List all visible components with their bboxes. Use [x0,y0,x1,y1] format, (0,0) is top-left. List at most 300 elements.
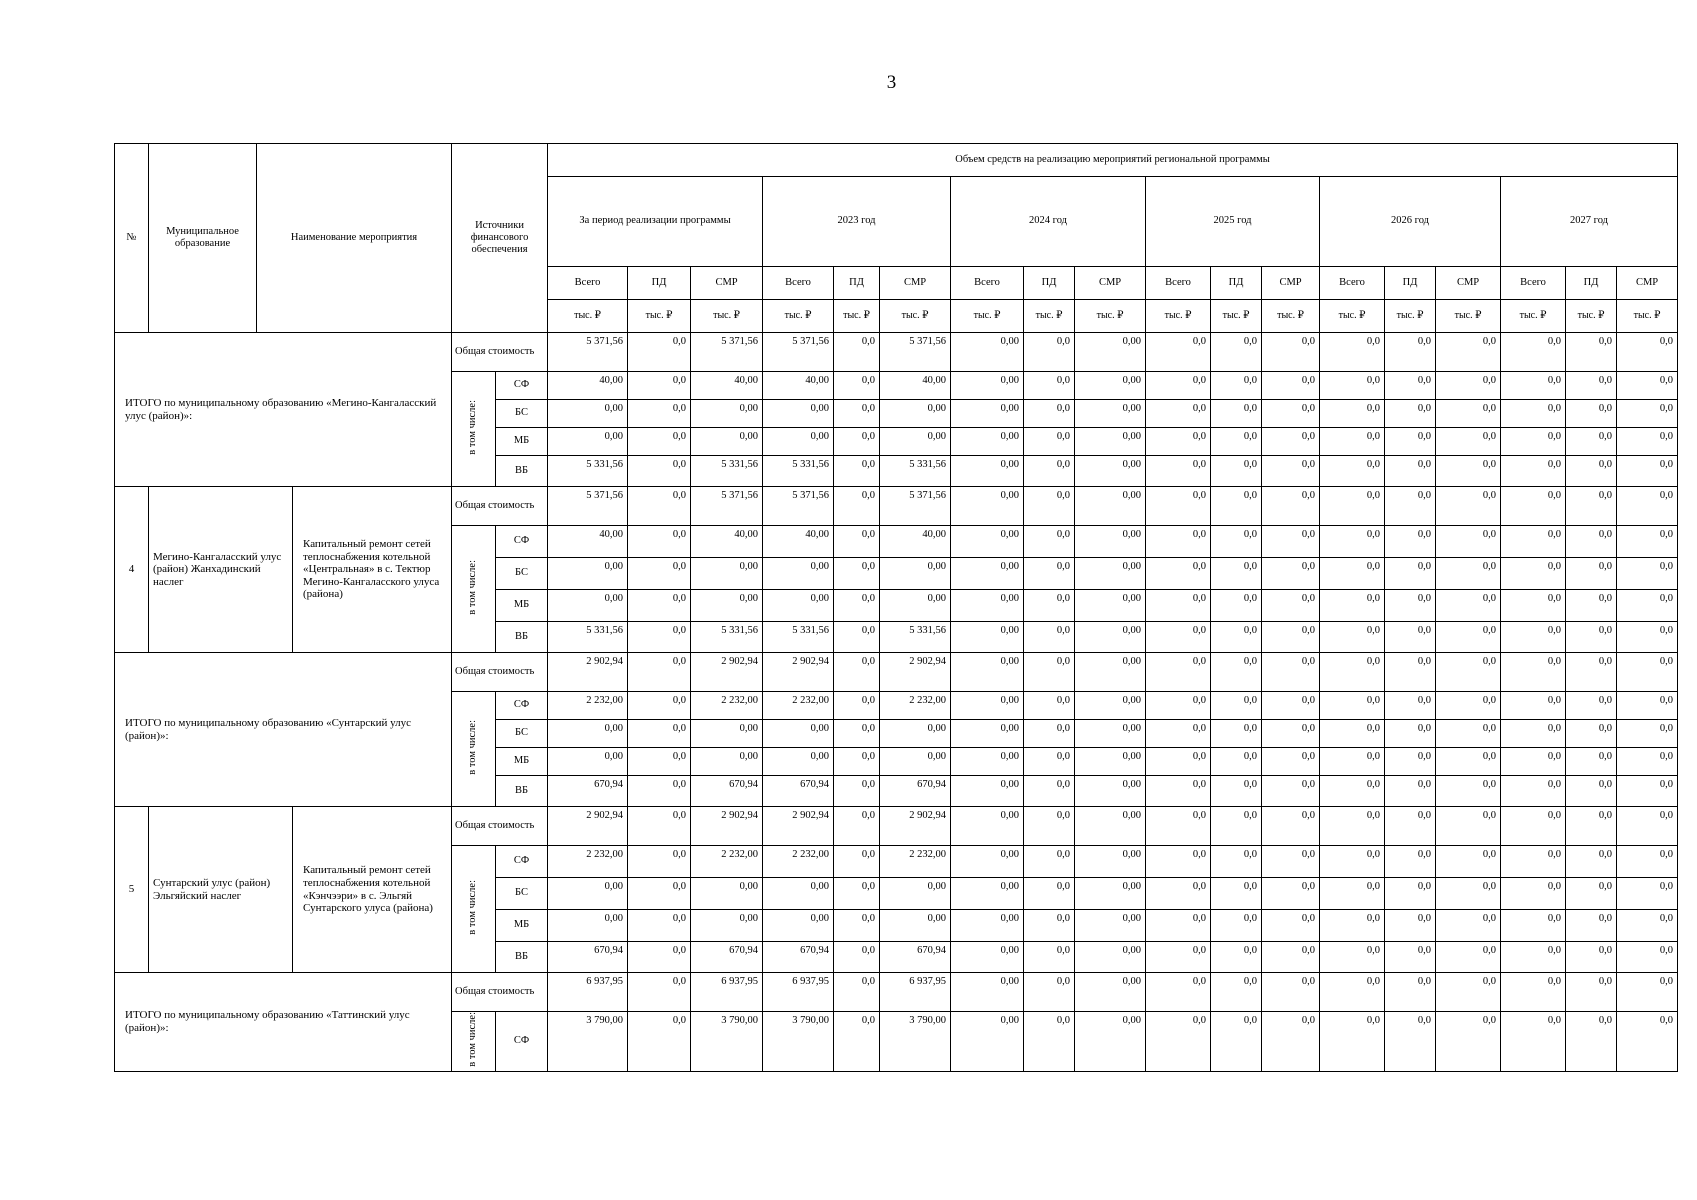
value-cell: 0,0 [1501,456,1566,487]
value-cell: 0,00 [951,910,1024,942]
subheader-2026-pd: ПД [1385,267,1436,300]
value-cell: 0,0 [1566,590,1617,622]
value-cell: 0,00 [691,878,763,910]
period-header-2027: 2027 год [1501,177,1678,267]
value-cell: 0,00 [951,846,1024,878]
value-cell: 0,00 [548,878,628,910]
value-cell: 0,0 [1501,748,1566,776]
value-cell: 0,00 [1075,776,1146,807]
value-cell: 0,0 [1024,372,1075,400]
value-cell: 0,0 [1320,942,1385,973]
value-cell: 0,0 [1262,846,1320,878]
value-cell: 0,0 [1436,622,1501,653]
value-cell: 0,0 [1146,456,1211,487]
value-cell: 0,0 [1024,720,1075,748]
value-cell: 0,0 [1501,333,1566,372]
value-cell: 0,0 [1566,692,1617,720]
value-cell: 0,00 [951,748,1024,776]
value-cell: 0,00 [1075,846,1146,878]
value-cell: 0,0 [1617,720,1678,748]
value-cell: 0,0 [1385,748,1436,776]
value-cell: 0,0 [1146,942,1211,973]
value-cell: 0,0 [834,622,880,653]
value-cell: 0,0 [1211,372,1262,400]
value-cell: 2 232,00 [548,692,628,720]
value-cell: 0,00 [951,590,1024,622]
value-cell: 0,00 [1075,973,1146,1012]
value-cell: 5 331,56 [548,456,628,487]
value-cell: 0,0 [1262,590,1320,622]
source-code: СФ [496,846,548,878]
including-label [452,692,496,807]
value-cell: 0,0 [1146,622,1211,653]
value-cell: 0,00 [1075,622,1146,653]
value-cell: 40,00 [548,526,628,558]
value-cell: 0,0 [1211,748,1262,776]
value-cell: 0,0 [1385,372,1436,400]
value-cell: 0,0 [834,878,880,910]
value-cell: 0,0 [1436,942,1501,973]
value-cell: 0,00 [1075,807,1146,846]
value-cell: 0,0 [1385,910,1436,942]
value-cell: 5 371,56 [880,487,951,526]
value-cell: 0,0 [1566,942,1617,973]
value-cell: 0,0 [834,590,880,622]
value-cell: 0,0 [1024,910,1075,942]
value-cell: 0,00 [951,558,1024,590]
value-cell: 0,0 [1385,653,1436,692]
value-cell: 0,0 [628,910,691,942]
value-cell: 0,0 [1617,526,1678,558]
value-cell: 0,0 [628,748,691,776]
value-cell: 0,0 [1566,1012,1617,1072]
value-cell: 0,00 [880,400,951,428]
value-cell: 0,00 [763,878,834,910]
header-volume: Объем средств на реализацию мероприятий региональной программы [548,144,1678,177]
value-cell: 2 232,00 [763,692,834,720]
value-cell: 0,0 [834,720,880,748]
value-cell: 0,0 [1566,333,1617,372]
value-cell: 0,00 [1075,428,1146,456]
value-cell: 0,0 [834,807,880,846]
value-cell: 670,94 [763,776,834,807]
value-cell: 0,0 [1617,807,1678,846]
value-cell: 6 937,95 [880,973,951,1012]
value-cell: 0,00 [691,400,763,428]
value-cell: 0,0 [834,1012,880,1072]
value-cell: 0,0 [834,846,880,878]
municipality-name: Мегино-Кангаласский улус (район) Жанхадинский наслег [149,487,293,653]
value-cell: 2 902,94 [548,807,628,846]
period-header-2024: 2024 год [951,177,1146,267]
value-cell: 0,0 [1385,720,1436,748]
value-cell: 0,0 [1566,400,1617,428]
value-cell: 6 937,95 [548,973,628,1012]
value-cell: 0,0 [1501,400,1566,428]
value-cell: 0,0 [1211,558,1262,590]
value-cell: 0,0 [1501,558,1566,590]
value-cell: 0,0 [834,456,880,487]
value-cell: 40,00 [880,372,951,400]
value-cell: 40,00 [763,526,834,558]
total-cost-label: Общая стоимость [452,973,548,1012]
value-cell: 0,0 [1146,720,1211,748]
value-cell: 2 902,94 [880,807,951,846]
unit-2023-total: тыс. ₽ [763,300,834,333]
value-cell: 0,00 [880,590,951,622]
value-cell: 0,0 [1320,428,1385,456]
value-cell: 0,0 [1617,846,1678,878]
value-cell: 0,0 [1146,748,1211,776]
value-cell: 0,0 [628,653,691,692]
value-cell: 2 902,94 [691,807,763,846]
subheader-2027-total: Всего [1501,267,1566,300]
period-header-2025: 2025 год [1146,177,1320,267]
value-cell: 0,0 [1262,748,1320,776]
value-cell: 0,0 [1501,720,1566,748]
value-cell: 0,0 [1320,590,1385,622]
value-cell: 0,0 [1024,333,1075,372]
source-code: ВБ [496,456,548,487]
unit-2025-smr: тыс. ₽ [1262,300,1320,333]
value-cell: 0,0 [1501,910,1566,942]
value-cell: 0,0 [1262,942,1320,973]
value-cell: 40,00 [763,372,834,400]
value-cell: 0,0 [1617,333,1678,372]
value-cell: 0,00 [951,400,1024,428]
value-cell: 0,0 [628,692,691,720]
value-cell: 0,0 [1211,720,1262,748]
value-cell: 0,0 [1385,622,1436,653]
value-cell: 0,00 [1075,653,1146,692]
municipality-name: Сунтарский улус (район) Эльгяйский наслег [149,807,293,973]
value-cell: 2 232,00 [880,846,951,878]
value-cell: 670,94 [691,942,763,973]
value-cell: 0,0 [1320,526,1385,558]
value-cell: 0,0 [834,372,880,400]
value-cell: 0,00 [951,942,1024,973]
value-cell: 0,0 [1211,622,1262,653]
value-cell: 0,0 [1320,1012,1385,1072]
value-cell: 0,0 [1436,846,1501,878]
value-cell: 0,0 [1566,878,1617,910]
value-cell: 0,00 [1075,400,1146,428]
value-cell: 0,0 [834,526,880,558]
value-cell: 0,0 [1211,400,1262,428]
value-cell: 0,0 [1566,372,1617,400]
value-cell: 0,0 [1320,973,1385,1012]
section-total-caption: ИТОГО по муниципальному образованию «Мегино-Кангаласский улус (район)»: [115,333,452,487]
value-cell: 3 790,00 [691,1012,763,1072]
value-cell: 0,0 [1262,1012,1320,1072]
value-cell: 0,0 [1566,720,1617,748]
value-cell: 0,00 [1075,1012,1146,1072]
value-cell: 0,0 [1320,558,1385,590]
value-cell: 2 902,94 [763,653,834,692]
row-number: 4 [115,487,149,653]
value-cell: 0,0 [1320,692,1385,720]
value-cell: 0,0 [1320,776,1385,807]
subheader-2023-smr: СМР [880,267,951,300]
value-cell: 0,0 [834,942,880,973]
value-cell: 0,0 [628,526,691,558]
value-cell: 0,0 [1385,942,1436,973]
subheader-2025-pd: ПД [1211,267,1262,300]
subheader-2026-smr: СМР [1436,267,1501,300]
value-cell: 0,00 [951,807,1024,846]
value-cell: 0,0 [1024,748,1075,776]
value-cell: 0,0 [1262,558,1320,590]
value-cell: 5 371,56 [548,333,628,372]
value-cell: 0,00 [691,748,763,776]
value-cell: 0,00 [1075,748,1146,776]
value-cell: 0,0 [1385,973,1436,1012]
value-cell: 0,0 [1436,720,1501,748]
subheader-2026-total: Всего [1320,267,1385,300]
source-code: МБ [496,910,548,942]
value-cell: 5 371,56 [763,333,834,372]
value-cell: 0,0 [1385,333,1436,372]
value-cell: 0,0 [1262,973,1320,1012]
value-cell: 0,00 [691,590,763,622]
value-cell: 0,00 [1075,720,1146,748]
source-code: СФ [496,692,548,720]
table-row [115,487,1678,526]
value-cell: 0,0 [1436,526,1501,558]
value-cell: 0,0 [1146,973,1211,1012]
value-cell: 0,0 [1617,878,1678,910]
value-cell: 0,0 [1385,487,1436,526]
value-cell: 0,0 [1320,400,1385,428]
value-cell: 0,00 [763,400,834,428]
value-cell: 0,00 [1075,590,1146,622]
subheader-2024-total: Всего [951,267,1024,300]
unit-2025-pd: тыс. ₽ [1211,300,1262,333]
value-cell: 2 902,94 [880,653,951,692]
subheader-2024-smr: СМР [1075,267,1146,300]
value-cell: 0,0 [1501,526,1566,558]
value-cell: 0,00 [763,910,834,942]
value-cell: 0,0 [1566,973,1617,1012]
value-cell: 0,0 [1211,910,1262,942]
subheader-program-total: Всего [548,267,628,300]
value-cell: 0,0 [1262,456,1320,487]
value-cell: 0,00 [763,748,834,776]
value-cell: 0,0 [1566,428,1617,456]
value-cell: 0,0 [1320,910,1385,942]
value-cell: 0,0 [1024,456,1075,487]
value-cell: 670,94 [548,776,628,807]
value-cell: 5 331,56 [763,456,834,487]
value-cell: 0,0 [1436,910,1501,942]
value-cell: 0,0 [628,807,691,846]
value-cell: 5 371,56 [548,487,628,526]
value-cell: 0,00 [548,558,628,590]
value-cell: 0,0 [1320,333,1385,372]
value-cell: 0,0 [1566,776,1617,807]
subheader-2027-smr: СМР [1617,267,1678,300]
source-code: ВБ [496,622,548,653]
value-cell: 0,0 [1024,400,1075,428]
total-cost-label: Общая стоимость [452,333,548,372]
value-cell: 0,0 [1617,487,1678,526]
value-cell: 2 902,94 [691,653,763,692]
source-code: БС [496,878,548,910]
value-cell: 0,00 [1075,372,1146,400]
value-cell: 0,0 [1385,846,1436,878]
value-cell: 0,0 [1262,720,1320,748]
budget-table [114,143,1678,1072]
source-code: ВБ [496,776,548,807]
value-cell: 0,0 [1385,1012,1436,1072]
table-row [115,653,1678,692]
value-cell: 0,0 [1146,846,1211,878]
value-cell: 0,0 [1617,456,1678,487]
value-cell: 0,00 [880,878,951,910]
value-cell: 0,0 [1617,910,1678,942]
source-code: БС [496,400,548,428]
section-total-caption: ИТОГО по муниципальному образованию «Сунтарский улус (район)»: [115,653,452,807]
value-cell: 0,0 [1262,653,1320,692]
value-cell: 0,0 [1385,776,1436,807]
value-cell: 0,0 [1385,590,1436,622]
value-cell: 0,0 [1024,590,1075,622]
value-cell: 0,0 [834,776,880,807]
value-cell: 0,0 [1617,428,1678,456]
value-cell: 0,0 [628,400,691,428]
including-label [452,526,496,653]
value-cell: 0,0 [628,846,691,878]
value-cell: 0,0 [1320,748,1385,776]
value-cell: 0,0 [628,878,691,910]
value-cell: 0,0 [628,372,691,400]
value-cell: 0,00 [951,456,1024,487]
row-number: 5 [115,807,149,973]
value-cell: 0,0 [628,622,691,653]
value-cell: 0,0 [628,428,691,456]
value-cell: 0,0 [1436,372,1501,400]
unit-2024-pd: тыс. ₽ [1024,300,1075,333]
value-cell: 0,0 [1566,807,1617,846]
value-cell: 0,0 [1146,1012,1211,1072]
value-cell: 0,00 [951,622,1024,653]
value-cell: 0,0 [1262,692,1320,720]
total-cost-label: Общая стоимость [452,807,548,846]
value-cell: 0,0 [1211,878,1262,910]
value-cell: 670,94 [880,942,951,973]
value-cell: 0,0 [1262,372,1320,400]
value-cell: 0,0 [1146,400,1211,428]
value-cell: 0,0 [1320,720,1385,748]
header-municipality: Муниципальное образование [149,144,257,333]
value-cell: 0,00 [880,428,951,456]
value-cell: 0,0 [1617,942,1678,973]
value-cell: 0,0 [1320,456,1385,487]
value-cell: 0,0 [834,558,880,590]
value-cell: 0,0 [1617,748,1678,776]
value-cell: 5 371,56 [763,487,834,526]
value-cell: 0,00 [548,428,628,456]
value-cell: 0,0 [834,428,880,456]
value-cell: 5 331,56 [880,456,951,487]
value-cell: 0,00 [548,400,628,428]
value-cell: 0,0 [1501,878,1566,910]
value-cell: 0,0 [1146,653,1211,692]
unit-program-smr: тыс. ₽ [691,300,763,333]
value-cell: 0,0 [1617,1012,1678,1072]
value-cell: 0,00 [1075,526,1146,558]
value-cell: 0,0 [1024,526,1075,558]
value-cell: 0,00 [951,973,1024,1012]
section-total-caption: ИТОГО по муниципальному образованию «Таттинский улус (район)»: [115,973,452,1072]
value-cell: 0,0 [1146,372,1211,400]
value-cell: 0,0 [1436,692,1501,720]
value-cell: 0,0 [1436,748,1501,776]
value-cell: 0,0 [1320,622,1385,653]
including-label [452,1012,496,1072]
value-cell: 0,0 [1211,973,1262,1012]
source-code: БС [496,720,548,748]
value-cell: 0,0 [1024,878,1075,910]
value-cell: 0,0 [1617,653,1678,692]
value-cell: 0,0 [1211,942,1262,973]
value-cell: 0,0 [1024,622,1075,653]
value-cell: 0,0 [628,1012,691,1072]
value-cell: 0,00 [763,720,834,748]
source-code: СФ [496,1012,548,1072]
event-name: Капитальный ремонт сетей теплоснабжения котельной «Центральная» в с. Тектюр Мегино-Кангаласского улуса (района) [293,487,452,653]
page-number: 3 [886,72,897,93]
value-cell: 0,0 [628,776,691,807]
table-row [115,973,1678,1012]
value-cell: 0,0 [1501,1012,1566,1072]
value-cell: 0,0 [1262,807,1320,846]
value-cell: 670,94 [548,942,628,973]
value-cell: 0,00 [951,653,1024,692]
subheader-program-smr: СМР [691,267,763,300]
value-cell: 5 371,56 [691,333,763,372]
value-cell: 0,0 [628,942,691,973]
value-cell: 0,00 [951,1012,1024,1072]
value-cell: 0,0 [1617,590,1678,622]
unit-2023-pd: тыс. ₽ [834,300,880,333]
value-cell: 0,0 [1262,622,1320,653]
value-cell: 0,0 [1501,653,1566,692]
subheader-program-pd: ПД [628,267,691,300]
value-cell: 0,00 [951,487,1024,526]
value-cell: 0,0 [1320,878,1385,910]
value-cell: 0,0 [1617,692,1678,720]
value-cell: 5 331,56 [763,622,834,653]
value-cell: 0,0 [1566,622,1617,653]
value-cell: 3 790,00 [880,1012,951,1072]
value-cell: 6 937,95 [763,973,834,1012]
value-cell: 0,0 [1211,653,1262,692]
value-cell: 0,00 [691,720,763,748]
value-cell: 0,0 [1385,456,1436,487]
header-no: № [115,144,149,333]
subheader-2023-total: Всего [763,267,834,300]
value-cell: 2 232,00 [880,692,951,720]
value-cell: 0,0 [1211,456,1262,487]
value-cell: 0,0 [1211,428,1262,456]
value-cell: 0,0 [1262,526,1320,558]
value-cell: 3 790,00 [763,1012,834,1072]
value-cell: 0,0 [1385,807,1436,846]
subheader-2027-pd: ПД [1566,267,1617,300]
value-cell: 0,0 [1320,846,1385,878]
value-cell: 0,0 [1262,428,1320,456]
